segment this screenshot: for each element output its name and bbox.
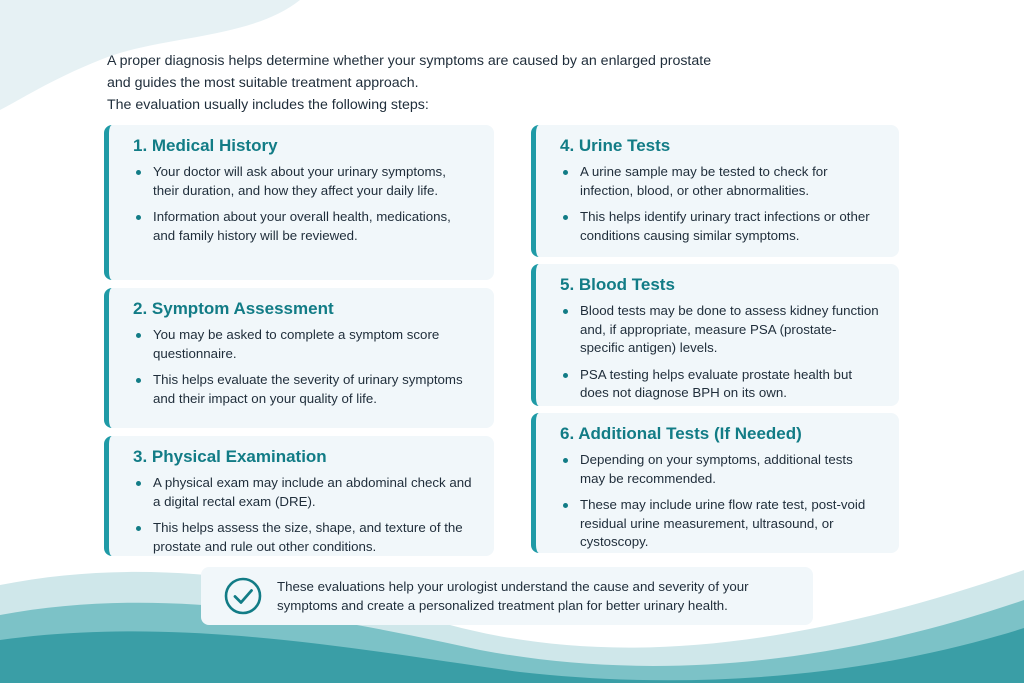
card-title: 3. Physical Examination	[133, 447, 327, 466]
summary-box	[201, 567, 813, 625]
bullet-item: These may include urine flow rate test, post-void residual urine measurement, ultrasound, or cystoscopy.	[560, 496, 879, 552]
card-title: 4. Urine Tests	[560, 136, 671, 155]
intro-line-3: The evaluation usually includes the following steps:	[107, 97, 429, 113]
bullet-item: Your doctor will ask about your urinary symptoms, their duration, and how they affect your daily life.	[133, 163, 474, 200]
card-additional-tests	[531, 413, 899, 553]
check-circle-icon	[223, 576, 263, 616]
card-title: 1. Medical History	[133, 136, 278, 155]
bullet-item: This helps identify urinary tract infections or other conditions causing similar symptoms.	[560, 208, 879, 245]
intro-text	[107, 50, 807, 116]
bullet-item: This helps evaluate the severity of urinary symptoms and their impact on your quality of life.	[133, 371, 474, 408]
card-symptom-assessment	[104, 288, 494, 428]
card-title: 5. Blood Tests	[560, 275, 675, 294]
bullet-item: You may be asked to complete a symptom score questionnaire.	[133, 326, 474, 363]
bullet-list	[560, 302, 879, 403]
bullet-item: A physical exam may include an abdominal check and a digital rectal exam (DRE).	[133, 474, 474, 511]
card-urine-tests	[531, 125, 899, 257]
bullet-item: Information about your overall health, medications, and family history will be reviewed.	[133, 208, 474, 245]
bullet-item: Blood tests may be done to assess kidney function and, if appropriate, measure PSA (prostate-specific antigen) levels.	[560, 302, 879, 358]
bullet-list	[560, 163, 879, 245]
bullet-item: PSA testing helps evaluate prostate health but does not diagnose BPH on its own.	[560, 366, 879, 403]
card-title: 2. Symptom Assessment	[133, 299, 334, 318]
bullet-list	[133, 163, 474, 245]
bullet-item: This helps assess the size, shape, and texture of the prostate and rule out other conditions.	[133, 519, 474, 556]
card-blood-tests	[531, 264, 899, 406]
intro-line-2: and guides the most suitable treatment approach.	[107, 75, 419, 91]
card-physical-examination	[104, 436, 494, 556]
intro-line-1: A proper diagnosis helps determine whether your symptoms are caused by an enlarged prostate	[107, 53, 712, 69]
summary-text: These evaluations help your urologist understand the cause and severity of your symptoms and create a personalized treatment plan for better urinary health.	[277, 579, 749, 613]
bullet-item: A urine sample may be tested to check for infection, blood, or other abnormalities.	[560, 163, 879, 200]
bullet-list	[133, 326, 474, 408]
card-medical-history	[104, 125, 494, 280]
card-title: 6. Additional Tests (If Needed)	[560, 424, 802, 443]
bullet-list	[133, 474, 474, 556]
bullet-item: Depending on your symptoms, additional tests may be recommended.	[560, 451, 879, 488]
bullet-list	[560, 451, 879, 552]
